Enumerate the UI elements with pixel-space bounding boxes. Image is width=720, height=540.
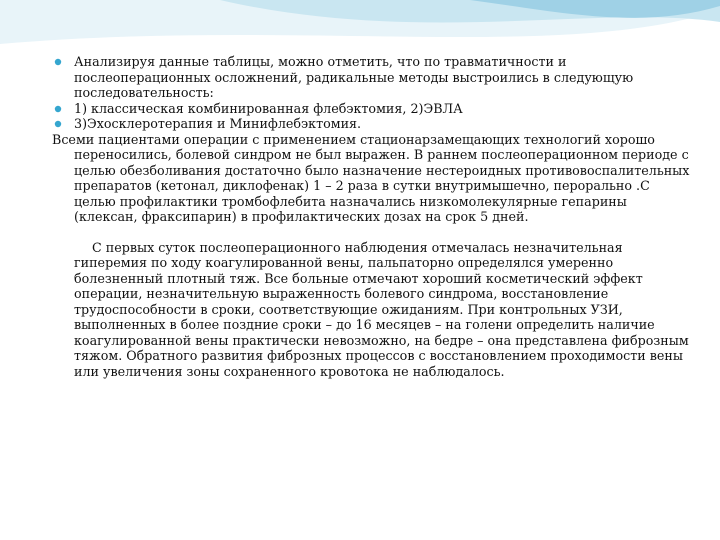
bullet-marker-icon (54, 105, 62, 113)
bullet-item (52, 101, 692, 117)
paragraph-postoperative-tolerance: Всеми пациентами операции с применением стационарзамещающих технологий хорошо переносились, болевой синдром не был выражен. В раннем послеоперационном периоде с целью обезболивания достаточно было назначение нестероидных противовоспалительных препаратов (кетонал, диклофенак) 1 – 2 раза в сутки внутримышечно, перорально .С целью профилактики тромбофлебита назначались низкомолекулярные гепарины (клексан, фраксипарин) в профилактических дозах на срок 5 дней. (52, 131, 690, 224)
bullet-marker-icon (54, 120, 62, 128)
paragraph-follow-up-observation: С первых суток послеоперационного наблюдения отмечалась незначительная гиперемия по ходу коагулированной вены, пальпаторно определялся умеренно болезненный плотный тяж. Все больные отмечают хороший косметический эффект операции, незначительную выраженность болевого синдрома, восстановление трудоспособности в сроки, соответствующие ожиданиям. При контрольных УЗИ, выполненных в более поздние сроки – до 16 месяцев – на голени определить наличие коагулированной вены практически невозможно, на бедре – она представлена фиброзным тяжом. Обратного развития фиброзных процессов с восстановлением проходимости вены или увеличения зоны сохраненного кровотока не наблюдалось. (74, 239, 689, 379)
bullet-text: 3)Эхосклеротерапия и Минифлебэктомия. (74, 116, 362, 131)
bullet-item (52, 54, 692, 101)
bullet-text: 1) классическая комбинированная флебэктомия, 2)ЭВЛА (74, 100, 463, 116)
bullet-text: Анализируя данные таблицы, можно отметить, что по травматичности и послеоперационных осложнений, радикальные методы выстроились в следующую последовательность: (74, 54, 634, 100)
bullet-marker-icon (54, 58, 62, 66)
text-content (52, 54, 692, 379)
bullet-item (52, 116, 692, 132)
